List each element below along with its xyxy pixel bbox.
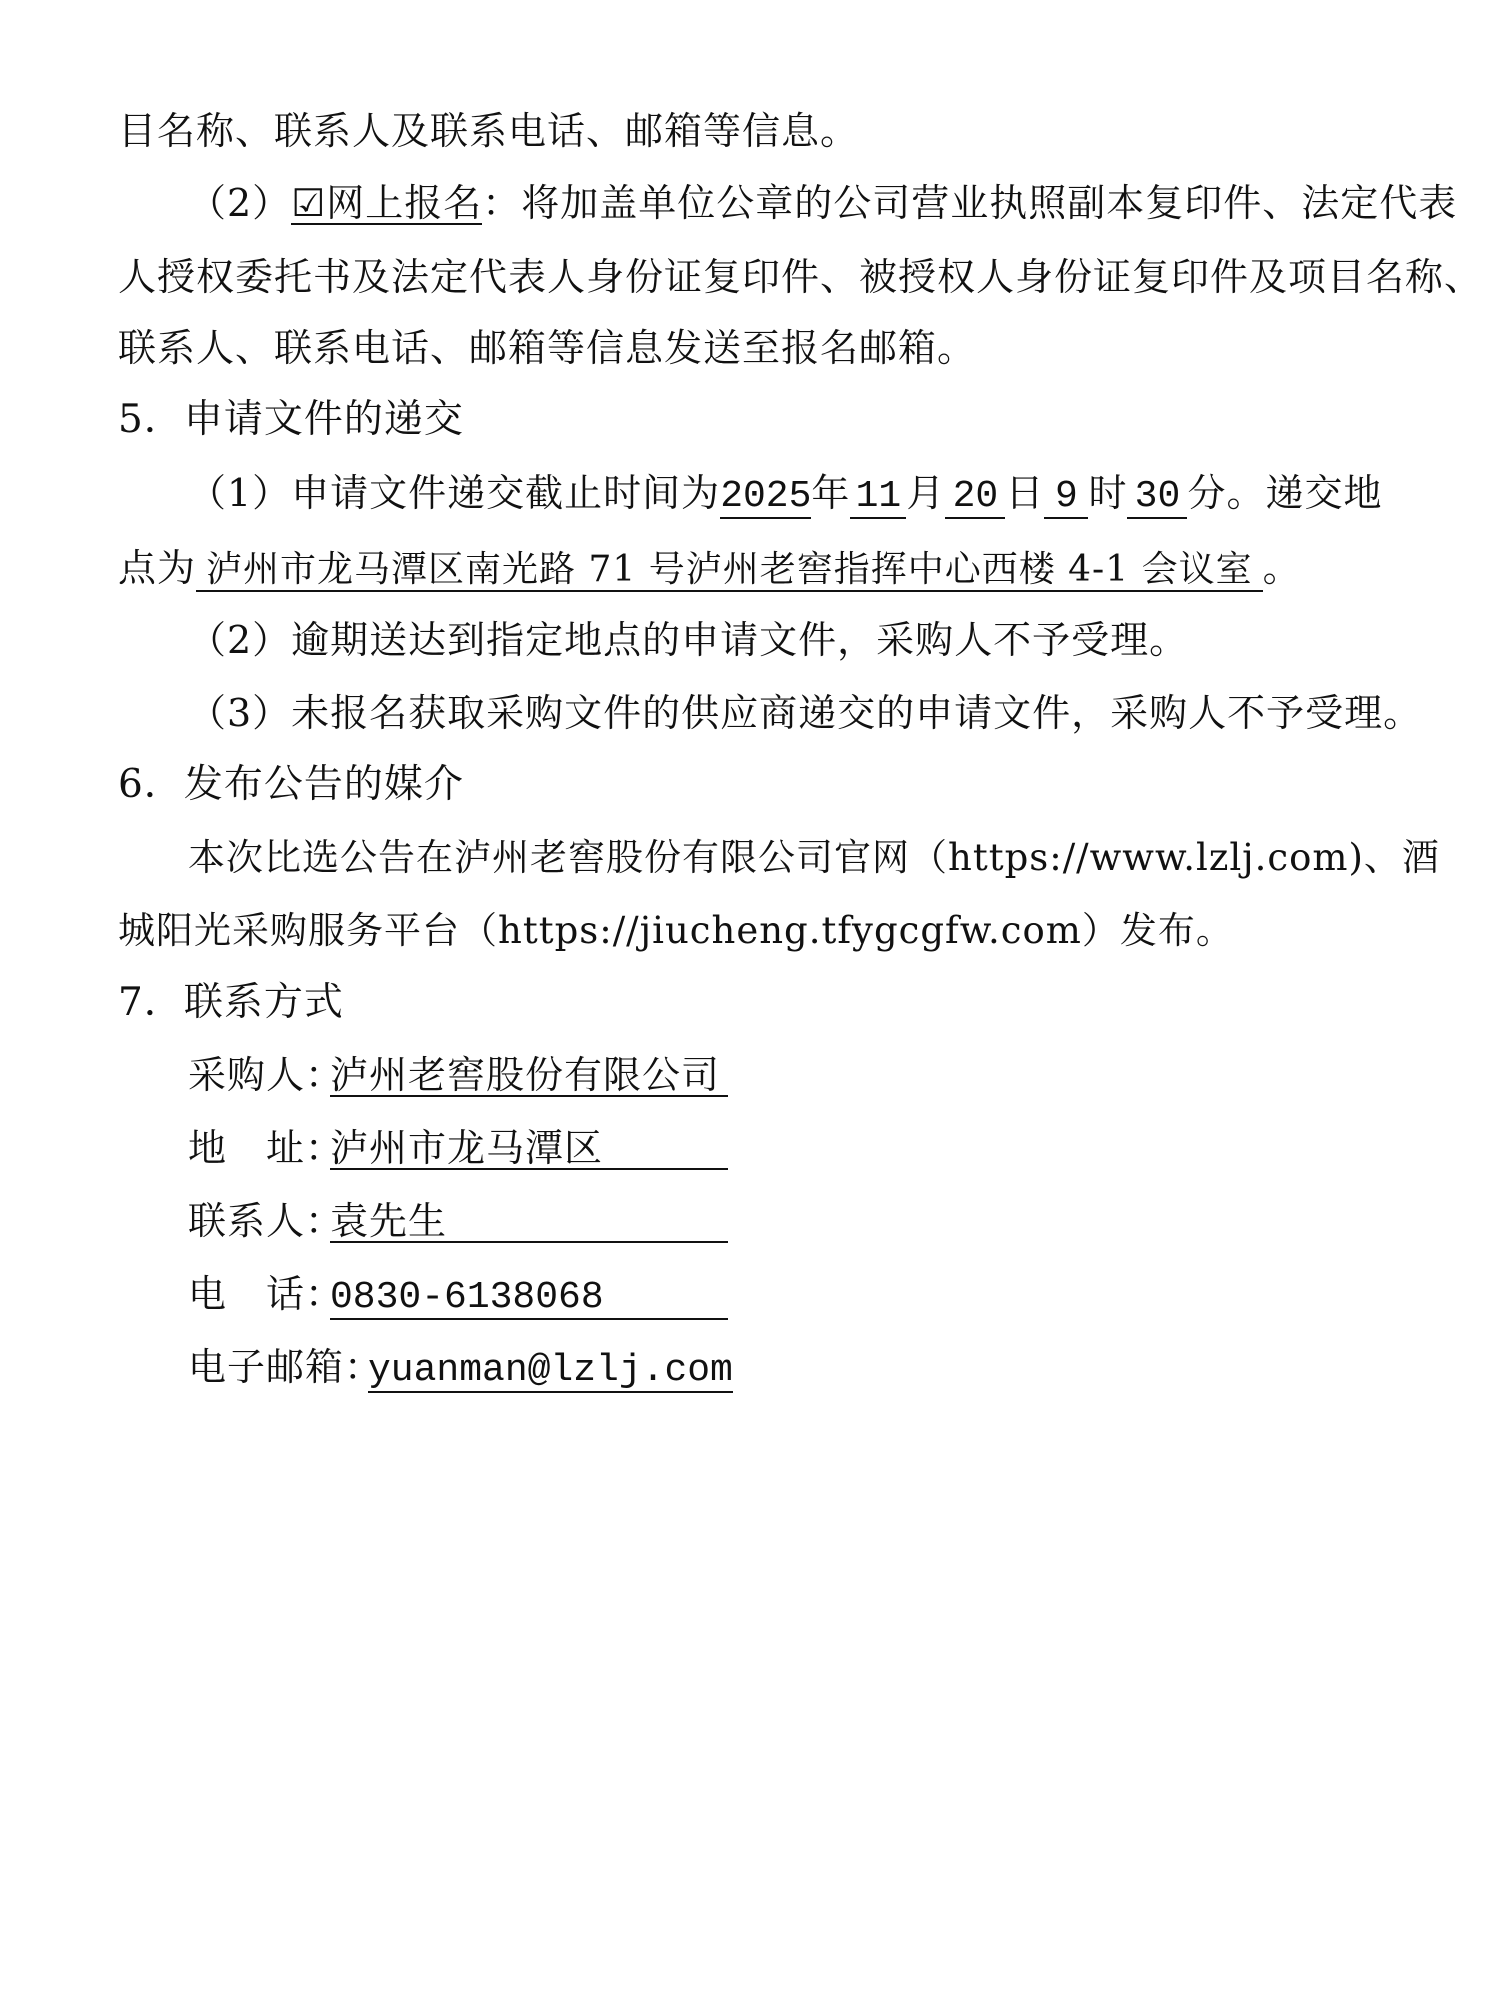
unit-text: 分。递交地 bbox=[1187, 471, 1383, 515]
contact-label: 电子邮箱： bbox=[188, 1345, 384, 1389]
deadline-month: 11 bbox=[850, 473, 906, 519]
unit-text: 时 bbox=[1088, 471, 1128, 515]
paragraph-line: （3）未报名获取采购文件的供应商递交的申请文件，采购人不予受理。 bbox=[188, 691, 1423, 735]
paragraph-text: ：将加盖单位公章的公司营业执照副本复印件、法定代表 bbox=[482, 181, 1458, 225]
paragraph-line: 人授权委托书及法定代表人身份证复印件、被授权人身份证复印件及项目名称、 bbox=[118, 255, 1484, 299]
media-line: 城阳光采购服务平台（https://jiucheng.tfygcgfw.com）发布。 bbox=[118, 909, 1234, 952]
contact-phone-value: 0830-6138068 bbox=[330, 1278, 728, 1320]
online-registration-label: 网上报名 bbox=[326, 181, 483, 225]
checkbox-checked-icon: ☑ bbox=[291, 181, 327, 225]
contact-phone-row bbox=[188, 1271, 728, 1320]
paragraph-text: 。 bbox=[1262, 546, 1302, 590]
contact-label: 电 话： bbox=[188, 1272, 345, 1316]
paragraph-text: 点为 bbox=[118, 546, 197, 590]
media-line: 本次比选公告在泸州老窖股份有限公司官网（https://www.lzlj.com)、酒 bbox=[188, 836, 1440, 879]
submission-location: 泸州市龙马潭区南光路 71 号泸州老窖指挥中心西楼 4-1 会议室 bbox=[196, 550, 1263, 592]
contact-purchaser-row bbox=[188, 1052, 728, 1098]
paragraph-line: 联系人、联系电话、邮箱等信息发送至报名邮箱。 bbox=[118, 326, 977, 370]
contact-person-value: 袁先生 bbox=[330, 1201, 728, 1243]
deadline-line bbox=[188, 470, 1382, 519]
contact-label: 地 址： bbox=[188, 1126, 345, 1170]
location-line bbox=[118, 545, 1302, 592]
paragraph-line: （2）逾期送达到指定地点的申请文件，采购人不予受理。 bbox=[188, 618, 1189, 662]
section-heading-5: 5．申请文件的递交 bbox=[118, 397, 464, 442]
contact-address-value: 泸州市龙马潭区 bbox=[330, 1128, 728, 1170]
section-heading-7: 7．联系方式 bbox=[118, 980, 344, 1025]
section-heading-6: 6．发布公告的媒介 bbox=[118, 762, 464, 807]
contact-email-row bbox=[188, 1344, 733, 1393]
paragraph-line: 目名称、联系人及联系电话、邮箱等信息。 bbox=[118, 109, 860, 153]
unit-text: 月 bbox=[906, 471, 946, 515]
contact-person-row bbox=[188, 1198, 728, 1244]
deadline-minute: 30 bbox=[1127, 473, 1187, 519]
item-number: （2） bbox=[188, 181, 292, 225]
online-registration-line bbox=[188, 180, 1457, 226]
contact-label: 采购人： bbox=[188, 1053, 345, 1097]
contact-purchaser-value: 泸州老窖股份有限公司 bbox=[330, 1055, 728, 1097]
contact-email-value[interactable]: yuanman@lzlj.com bbox=[368, 1349, 733, 1392]
unit-text: 日 bbox=[1005, 471, 1045, 515]
deadline-year: 2025 bbox=[720, 475, 812, 518]
online-registration-option bbox=[291, 183, 482, 225]
contact-label: 联系人： bbox=[188, 1199, 345, 1243]
unit-text: 年 bbox=[811, 471, 851, 515]
contact-address-row bbox=[188, 1125, 728, 1171]
paragraph-text: （1）申请文件递交截止时间为 bbox=[188, 471, 721, 515]
deadline-day: 20 bbox=[945, 473, 1005, 519]
deadline-hour: 9 bbox=[1044, 473, 1088, 519]
